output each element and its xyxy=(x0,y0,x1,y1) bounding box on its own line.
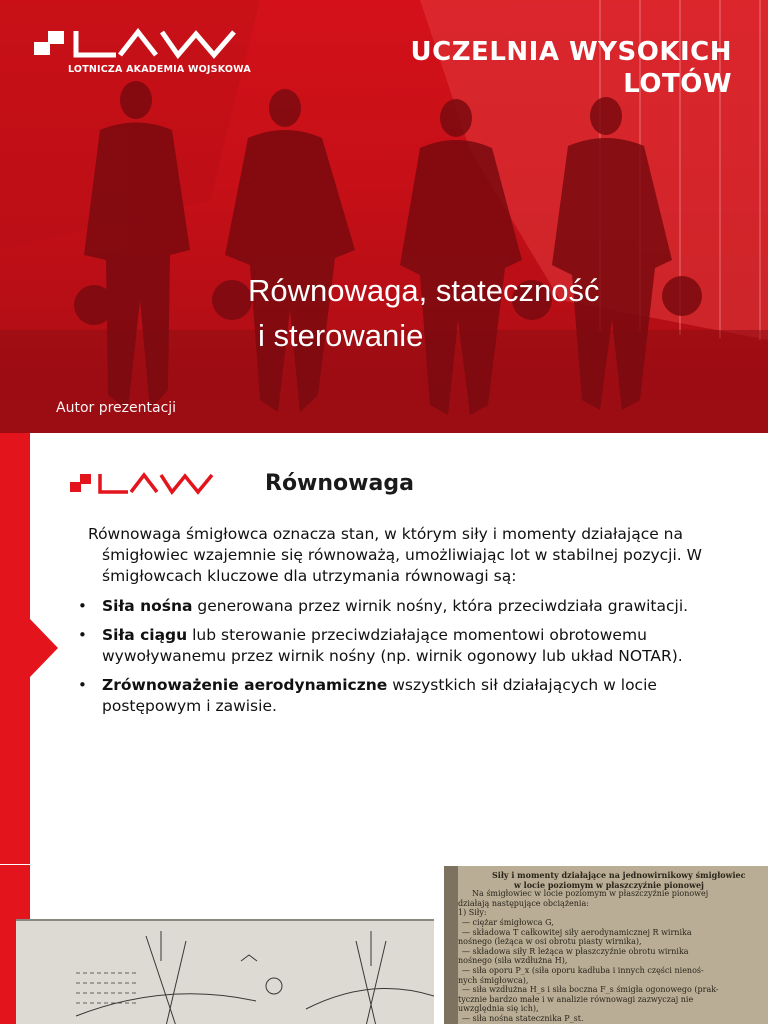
content-slide xyxy=(0,433,768,1024)
left-accent-bar xyxy=(0,433,30,864)
textbook-line: — ciężar śmigłowca G, xyxy=(462,918,554,927)
bullet-icon: • xyxy=(78,597,87,615)
author-label: Autor prezentacji xyxy=(56,400,177,416)
list-item xyxy=(78,625,708,667)
page-shadow xyxy=(444,866,458,1024)
slide-title: Równowaga xyxy=(265,471,414,496)
textbook-line: w locie poziomym w płaszczyźnie pionowej xyxy=(514,879,704,890)
bullet-icon: • xyxy=(78,676,87,694)
law-logo-small xyxy=(70,471,216,497)
textbook-line: — siła wzdłużna H_s i siła boczna F_s śmigła ogonowego (prak- xyxy=(462,985,719,995)
bullet-term: Siła nośna xyxy=(102,597,193,615)
textbook-line: Siły i momenty działające na jednowirnikowy śmigłowiec xyxy=(492,870,746,880)
presentation-title-line1: Równowaga, stateczność xyxy=(248,273,600,308)
university-title xyxy=(352,36,732,100)
textbook-line: nośnego (leżąca w osi obrotu piasty wirnika), xyxy=(458,937,642,947)
bullet-term: Zrównoważenie aerodynamiczne xyxy=(102,676,388,694)
logo-caption: LOTNICZA AKADEMIA WOJSKOWA xyxy=(68,64,251,75)
bullet-text: lub sterowanie przeciwdziałające momentowi obrotowemu wywoływanemu przez wirnik nośny (np. wirnik ogonowy lub układ NOTAR). xyxy=(102,626,683,665)
textbook-page-photo xyxy=(444,866,768,1024)
textbook-line: — składowa T całkowitej siły aerodynamicznej R wirnika xyxy=(462,927,692,937)
list-item xyxy=(78,675,708,717)
textbook-line: tycznie bardzo małe i w analizie równowagi zazwyczaj nie xyxy=(458,994,694,1004)
presentation-title xyxy=(248,268,668,358)
textbook-line: Na śmigłowiec w locie poziomym w płaszczyźnie pionowej xyxy=(472,889,709,899)
intro-paragraph: Równowaga śmigłowca oznacza stan, w którym siły i momenty działające na śmigłowiec wzajemnie się równoważą, umożliwiając lot w stabilnej pozycji. W śmigłowcach kluczowe dla utrzymania równowagi są: xyxy=(88,525,702,585)
force-diagram-photo xyxy=(16,919,434,1024)
textbook-line: 1) Siły: xyxy=(458,908,487,918)
bullet-text: wszystkich sił działających w locie postępowym i zawisie. xyxy=(102,676,657,715)
bullet-icon: • xyxy=(78,626,87,644)
law-logo-mark-icon xyxy=(34,28,239,62)
textbook-line: — siła nośna statecznika P_st. xyxy=(462,1014,584,1023)
left-accent-arrow xyxy=(30,619,58,677)
law-logo-small-icon xyxy=(70,471,216,497)
university-title-line1: UCZELNIA WYSOKICH xyxy=(410,37,732,67)
textbook-line: działają następujące obciążenia: xyxy=(458,898,589,908)
bullet-term: Siła ciągu xyxy=(102,626,188,644)
university-title-line2: LOTÓW xyxy=(623,69,732,99)
helicopter-diagram-icon xyxy=(16,921,434,1024)
textbook-line: nośnego (siła wzdłużna H), xyxy=(458,956,568,966)
textbook-line: nych śmigłowca), xyxy=(458,975,529,985)
textbook-line: — siła oporu P_x (siła oporu kadłuba i innych części nienoś- xyxy=(462,966,704,975)
list-item xyxy=(78,596,708,617)
bullet-text: generowana przez wirnik nośny, która przeciwdziała grawitacji. xyxy=(192,597,689,615)
title-slide xyxy=(0,0,768,433)
textbook-line: — składowa siły R leżąca w płaszczyźnie obrotu wirnika xyxy=(462,946,689,956)
slide-body xyxy=(78,524,708,725)
textbook-line: uwzględnia się ich), xyxy=(458,1004,539,1014)
presentation-title-line2: i sterowanie xyxy=(258,318,424,353)
bullet-list xyxy=(78,596,708,717)
